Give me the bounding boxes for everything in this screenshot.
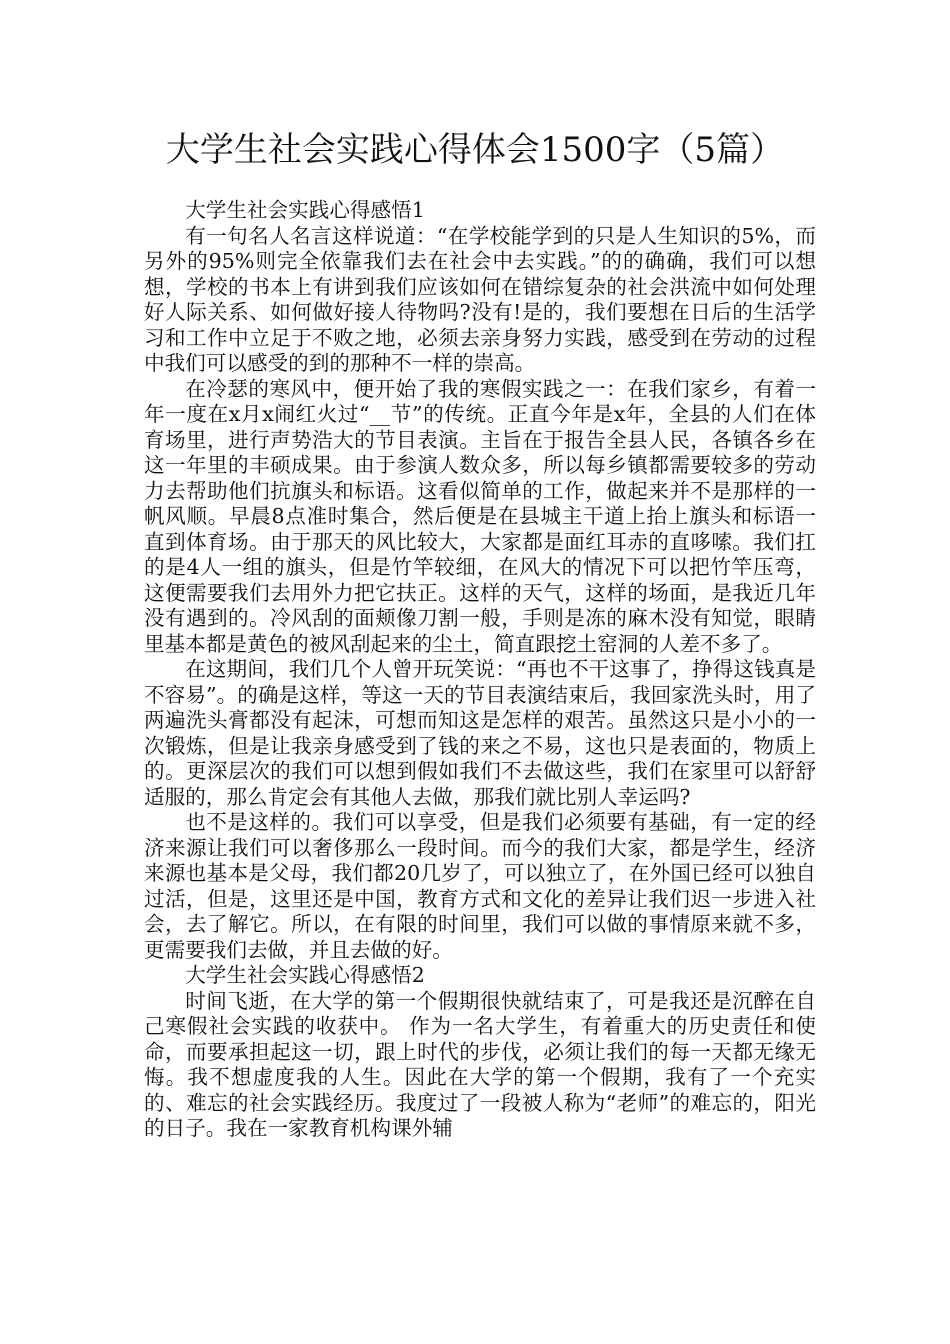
paragraph: 在冷瑟的寒风中，便开始了我的寒假实践之一：在我们家乡，有着一年一度在x月x闹红火过“__节”的传统。正直今年是x年，全县的人们在体育场里，进行声势浩大的节目表演。主旨在于报告全县人民，各镇各乡在这一年里的丰硕成果。由于参演人数众多，所以每乡镇都需要较多的劳动力去帮助他们抗旗头和标语。这看似简单的工作，做起来并不是那样的一帆风顺。早晨8点准时集合，然后便是在县城主干道上抬上旗头和标语一直到体育场。由于那天的风比较大，大家都是面红耳赤的直哆嗦。我们扛的是4人一组的旗头，但是竹竿较细，在风大的情况下可以把竹竿压弯，这便需要我们去用外力把它扶正。这样的天气，这样的场面，是我近几年没有遇到的。冷风刮的面颊像刀割一般，手则是冻的麻木没有知觉，眼睛里基本都是黄色的被风刮起来的尘土，简直跟挖土窑洞的人差不多了。	[144, 376, 816, 656]
paragraph: 在这期间，我们几个人曾开玩笑说：“再也不干这事了，挣得这钱真是不容易”。的确是这样，等这一天的节目表演结束后，我回家洗头时，用了两遍洗头膏都没有起沫，可想而知这是怎样的艰苦。虽然这只是小小的一次锻炼，但是让我亲身感受到了钱的来之不易，这也只是表面的，物质上的。更深层次的我们可以想到假如我们不去做这些，我们在家里可以舒舒适服的，那么肯定会有其他人去做，那我们就比别人幸运吗?	[144, 657, 816, 809]
paragraph: 时间飞逝，在大学的第一个假期很快就结束了，可是我还是沉醉在自己寒假社会实践的收获中。 作为一名大学生，有着重大的历史责任和使命，而要承担起这一切，跟上时代的步伐，必须让我们的每一天都无缘无悔。我不想虚度我的人生。因此在大学的第一个假期，我有了一个充实的、难忘的社会实践经历。我度过了一段被人称为“老师”的难忘的，阳光的日子。我在一家教育机构课外辅	[144, 988, 816, 1140]
document-title: 大学生社会实践心得体会1500字（5篇）	[165, 130, 785, 170]
paragraph: 有一句名人名言这样说道：“在学校能学到的只是人生知识的5%，而另外的95%则完全依靠我们去在社会中去实践。”的的确确，我们可以想想，学校的书本上有讲到我们应该如何在错综复杂的社会洪流中如何处理好人际关系、如何做好接人待物吗?没有!是的，我们要想在日后的生活学习和工作中立足于不败之地，必须去亲身努力实践，感受到在劳动的过程中我们可以感受的到的那种不一样的崇高。	[144, 223, 816, 375]
section-heading-2: 大学生社会实践心得感悟2	[185, 963, 425, 987]
paragraph: 也不是这样的。我们可以享受，但是我们必须要有基础，有一定的经济来源让我们可以奢侈那么一段时间。而今的我们大家，都是学生，经济来源也基本是父母，我们都20几岁了，可以独立了，在外国已经可以独自过活，但是，这里还是中国，教育方式和文化的差异让我们迟一步进入社会，去了解它。所以，在有限的时间里，我们可以做的事情原来就不多，更需要我们去做，并且去做的好。	[144, 810, 816, 962]
section-heading-1: 大学生社会实践心得感悟1	[185, 198, 425, 222]
document-body	[144, 198, 816, 1142]
